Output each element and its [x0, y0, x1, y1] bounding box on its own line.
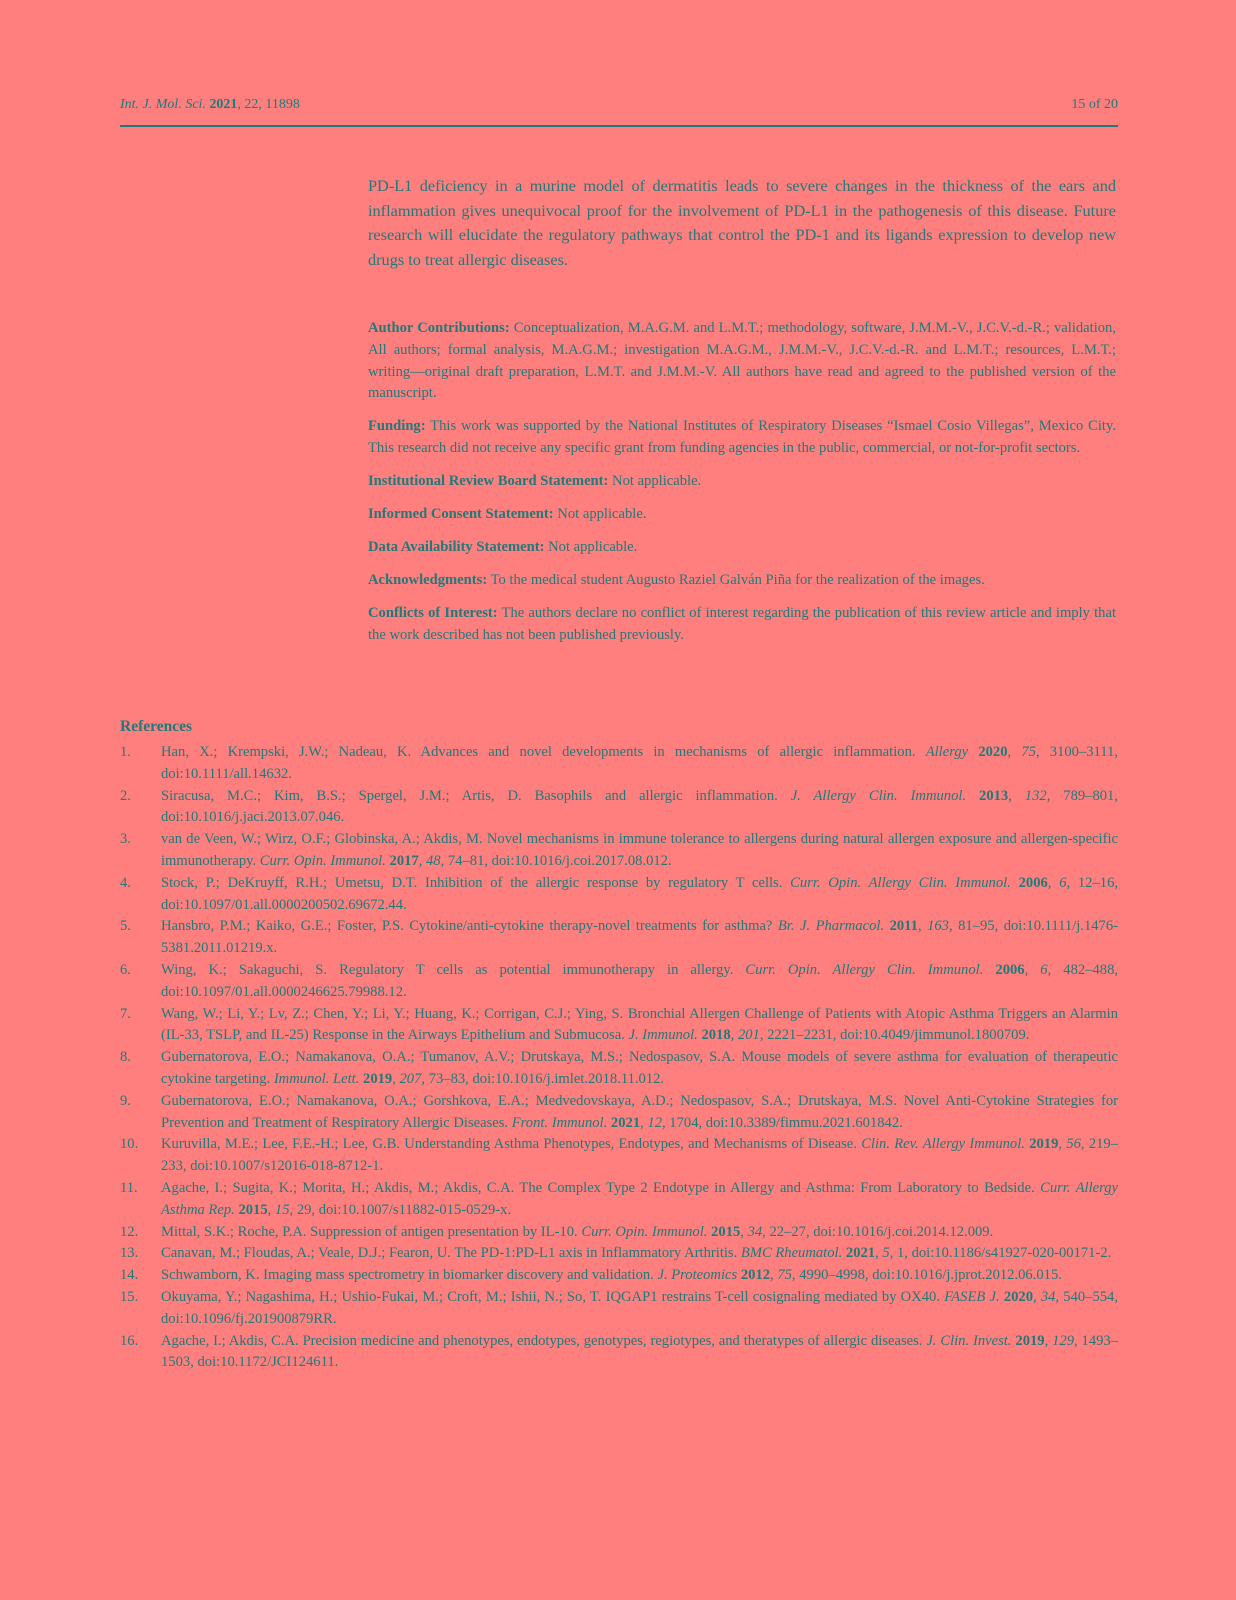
reference-year: 2006 [1018, 874, 1048, 891]
reference-journal: Curr. Opin. Allergy Clin. Immunol. [745, 961, 984, 978]
reference-number: 13. [120, 1245, 139, 1262]
reference-journal: Curr. Opin. Immunol. [259, 852, 386, 869]
reference-volume: 75 [1021, 744, 1036, 760]
reference-item: 8. Gubernatorova, E.O.; Namakanova, O.A.; Tumanov, A.V.; Drutskaya, M.S.; Nedospasov, S.A. Mouse models of severe asthma for evaluation of therapeutic cytokine targeting. Immunol. Lett. 2019, 207, 73–83, doi:10.1016/j.imlet.2018.11.012. [120, 1049, 1118, 1087]
statement-text: Conceptualization, M.A.G.M. and L.M.T.; methodology, software, J.M.M.-V., J.C.V.-d.-R.; validation, All authors; formal analysis, M.A.G.M.; investigation M.A.G.M., J.M.M.-V., J.C.V.-d.-R. and L.M.T.; resources, L.M.T.; writing—original draft preparation, L.M.T. and J.M.M.-V. All authors have read and agreed to the published version of the manuscript. [368, 320, 1116, 402]
reference-year: 2019 [1015, 1332, 1045, 1349]
statement-text: This work was supported by the National Institutes of Respiratory Diseases “Ismael Cosio Villegas”, Mexico City. This research did not receive any specific grant from funding agencies in the public, commercial, or not-for-profit sectors. [368, 418, 1116, 457]
reference-pages-doi: , 540–554, doi:10.1096/fj.201900879RR. [161, 1288, 1119, 1327]
reference-pages-doi: , 81–95, doi:10.1111/j.1476-5381.2011.01219.x. [161, 918, 1119, 957]
reference-pages-doi: , 74–81, doi:10.1016/j.coi.2017.08.012. [440, 852, 672, 869]
reference-item: 13. Canavan, M.; Floudas, A.; Veale, D.J.; Fearon, U. The PD-1:PD-L1 axis in Inflammatory Arthritis. BMC Rheumatol. 2021, 5, 1, doi:10.1186/s41927-020-00171-2. [120, 1243, 1118, 1265]
reference-volume: 75 [777, 1267, 792, 1284]
statement-text: Not applicable. [553, 506, 647, 523]
reference-journal: Curr. Opin. Immunol. [581, 1223, 708, 1240]
reference-year: 2021 [845, 1245, 876, 1262]
reference-authors-title: Kuruvilla, M.E.; Lee, F.E.-H.; Lee, G.B. Understanding Asthma Phenotypes, Endotypes, and Mechanisms of Disease. [161, 1136, 862, 1153]
reference-volume: 201 [737, 1027, 760, 1044]
reference-pages-doi: , 1704, doi:10.3389/fimmu.2021.601842. [662, 1114, 903, 1131]
body-text [368, 174, 1116, 272]
backmatter-statement [368, 318, 1116, 405]
reference-number: 14. [120, 1267, 139, 1284]
reference-journal: Clin. Rev. Allergy Immunol. [861, 1136, 1025, 1153]
reference-year: 2015 [238, 1201, 268, 1218]
backmatter-statement [368, 504, 1116, 526]
reference-item: 16. Agache, I.; Akdis, C.A. Precision medicine and phenotypes, endotypes, genotypes, regiotypes, and theratypes of allergic diseases. J. Clin. Invest. 2019, 129, 1493–1503, doi:10.1172/JCI124611. [120, 1332, 1119, 1371]
reference-pages-doi: , 3100–3111, doi:10.1111/all.14632. [161, 744, 1119, 782]
reference-item: 5. Hansbro, P.M.; Kaiko, G.E.; Foster, P.S. Cytokine/anti-cytokine therapy-novel treatments for asthma? Br. J. Pharmacol. 2011, 163, 81–95, doi:10.1111/j.1476-5381.2011.01219.x. [120, 918, 1119, 957]
reference-volume: 12 [647, 1114, 662, 1131]
reference-number: 16. [120, 1332, 139, 1349]
reference-number: 1. [120, 744, 131, 760]
journal-volume: , 22, 11898 [237, 97, 300, 112]
reference-authors-title: Agache, I.; Akdis, C.A. Precision medicine and phenotypes, endotypes, genotypes, regiotypes, and theratypes of allergic diseases. [161, 1332, 927, 1349]
reference-pages-doi: , 22–27, doi:10.1016/j.coi.2014.12.009. [762, 1223, 994, 1240]
reference-volume: 6 [1059, 874, 1067, 891]
reference-item: 3. van de Veen, W.; Wirz, O.F.; Globinska, A.; Akdis, M. Novel mechanisms in immune tolerance to allergens during natural allergen exposure and allergen-specific immunotherapy. Curr. Opin. Immunol. 2017, 48, 74–81, doi:10.1016/j.coi.2017.08.012. [120, 831, 1118, 869]
reference-year: 2021 [610, 1114, 641, 1131]
reference-number: 10. [120, 1136, 139, 1153]
references-list [120, 742, 1118, 1374]
reference-year: 2013 [979, 787, 1009, 804]
reference-pages-doi: , 2221–2231, doi:10.4049/jimmunol.1800709. [759, 1027, 1030, 1044]
reference-year: 2018 [701, 1027, 731, 1044]
reference-volume: 48 [426, 852, 441, 869]
statement-label: Conflicts of Interest: [368, 605, 498, 622]
reference-authors-title: Okuyama, Y.; Nagashima, H.; Ushio-Fukai, M.; Croft, M.; Ishii, N.; So, T. IQGAP1 restrains T-cell cosignaling mediated by OX40. [161, 1288, 945, 1305]
statement-label: Author Contributions: [368, 320, 510, 336]
reference-item: 1. Han, X.; Krempski, J.W.; Nadeau, K. Advances and novel developments in mechanisms of allergic inflammation. Allergy 2020, 75, 3100–3111, doi:10.1111/all.14632. [120, 744, 1119, 782]
reference-pages-doi: , 29, doi:10.1007/s11882-015-0529-x. [289, 1201, 512, 1218]
reference-item: 7. Wang, W.; Li, Y.; Lv, Z.; Chen, Y.; Li, Y.; Huang, K.; Corrigan, C.J.; Ying, S. Bronchial Allergen Challenge of Patients with Atopic Asthma Triggers an Alarmin (IL-33, TSLP, and IL-25) Response in the Airways Epithelium and Submucosa. J. Immunol. 2018, 201, 2221–2231, doi:10.4049/jimmunol.1800709. [120, 1005, 1118, 1044]
reference-year: 2012 [740, 1267, 771, 1284]
reference-item: 11. Agache, I.; Sugita, K.; Morita, H.; Akdis, M.; Akdis, C.A. The Complex Type 2 Endotype in Allergy and Asthma: From Laboratory to Bedside. Curr. Allergy Asthma Rep. 2015, 15, 29, doi:10.1007/s11882-015-0529-x. [120, 1179, 1119, 1218]
backmatter-statement [368, 471, 1116, 493]
reference-journal: J. Proteomics [657, 1267, 738, 1284]
back-matter [368, 318, 1116, 658]
reference-year: 2017 [389, 852, 419, 869]
reference-authors-title: Wang, W.; Li, Y.; Lv, Z.; Chen, Y.; Li, Y.; Huang, K.; Corrigan, C.J.; Ying, S. Bronchial Allergen Challenge of Patients with Atopic Asthma Triggers an Alarmin (IL-33, TSLP, and IL-25) Response in the Airways Epithelium and Submucosa. [161, 1005, 1118, 1044]
reference-journal: J. Clin. Invest. [926, 1332, 1012, 1349]
references-title: References [120, 718, 193, 735]
statement-text: Not applicable. [608, 473, 702, 490]
reference-volume: 207 [399, 1070, 422, 1087]
reference-pages-doi: , 1493–1503, doi:10.1172/JCI124611. [161, 1332, 1119, 1371]
references-section [120, 716, 1118, 1374]
reference-pages-doi: , 219–233, doi:10.1007/s12016-018-8712-1. [161, 1136, 1119, 1175]
reference-year: 2015 [711, 1223, 741, 1240]
reference-number: 9. [120, 1092, 131, 1109]
reference-journal: Curr. Opin. Allergy Clin. Immunol. [790, 874, 1011, 891]
reference-volume: 6 [1040, 961, 1048, 978]
reference-volume: 129 [1052, 1332, 1074, 1349]
reference-volume: 56 [1066, 1136, 1081, 1153]
conclusion-paragraph: PD-L1 deficiency in a murine model of dermatitis leads to severe changes in the thickness of the ears and inflammation gives unequivocal proof for the involvement of PD-L1 in the pathogenesis of this disease. Future research will elucidate the regulatory pathways that control the PD-1 and its ligands expression to develop new drugs to treat allergic diseases. [368, 176, 1116, 269]
reference-year: 2019 [1029, 1136, 1059, 1153]
reference-authors-title: Canavan, M.; Floudas, A.; Veale, D.J.; Fearon, U. The PD-1:PD-L1 axis in Inflammatory Arthritis. [161, 1245, 741, 1262]
reference-number: 15. [120, 1288, 139, 1305]
reference-authors-title: Wing, K.; Sakaguchi, S. Regulatory T cells as potential immunotherapy in allergy. [161, 961, 746, 978]
reference-item: 10. Kuruvilla, M.E.; Lee, F.E.-H.; Lee, G.B. Understanding Asthma Phenotypes, Endotypes, and Mechanisms of Disease. Clin. Rev. Allergy Immunol. 2019, 56, 219–233, doi:10.1007/s12016-018-8712-1. [120, 1136, 1119, 1175]
header-rule [120, 125, 1118, 127]
reference-item: 12. Mittal, S.K.; Roche, P.A. Suppression of antigen presentation by IL-10. Curr. Opin. Immunol. 2015, 34, 22–27, doi:10.1016/j.coi.2014.12.009. [120, 1222, 1118, 1244]
reference-pages-doi: , 789–801, doi:10.1016/j.jaci.2013.07.046. [161, 787, 1118, 826]
reference-authors-title: Siracusa, M.C.; Kim, B.S.; Spergel, J.M.; Artis, D. Basophils and allergic inflammation. [161, 787, 791, 804]
reference-pages-doi: , 482–488, doi:10.1097/01.all.0000246625.79988.12. [161, 961, 1119, 1000]
reference-pages-doi: , 1, doi:10.1186/s41927-020-00171-2. [889, 1245, 1112, 1262]
reference-journal: Allergy [925, 744, 969, 760]
reference-number: 2. [120, 787, 131, 804]
reference-number: 7. [120, 1005, 131, 1022]
journal-year: 2021 [209, 97, 238, 112]
reference-authors-title: Han, X.; Krempski, J.W.; Nadeau, K. Advances and novel developments in mechanisms of allergic inflammation. [161, 744, 926, 760]
reference-volume: 132 [1024, 787, 1047, 804]
statement-label: Funding: [368, 418, 426, 435]
statement-label: Data Availability Statement: [368, 539, 545, 556]
backmatter-statement [368, 603, 1116, 647]
reference-number: 12. [120, 1223, 139, 1240]
backmatter-statement [368, 570, 1116, 592]
reference-item: 9. Gubernatorova, E.O.; Namakanova, O.A.; Gorshkova, E.A.; Medvedovskaya, A.D.; Nedospasov, S.A.; Drutskaya, M.S. Novel Anti-Cytokine Strategies for Prevention and Treatment of Respiratory Allergic Diseases. Front. Immunol. 2021, 12, 1704, doi:10.3389/fimmu.2021.601842. [120, 1092, 1118, 1131]
reference-year: 2006 [995, 961, 1025, 978]
reference-year: 2019 [363, 1070, 393, 1087]
journal-name: Int. J. Mol. Sci. [120, 97, 206, 112]
reference-journal: Front. Immunol. [511, 1114, 608, 1131]
reference-year: 2020 [1003, 1288, 1033, 1305]
reference-authors-title: Hansbro, P.M.; Kaiko, G.E.; Foster, P.S. Cytokine/anti-cytokine therapy-novel treatments for asthma? [161, 918, 778, 935]
reference-authors-title: Stock, P.; DeKruyff, R.H.; Umetsu, D.T. Inhibition of the allergic response by regulatory T cells. [161, 874, 791, 891]
reference-volume: 163 [927, 918, 949, 935]
reference-journal: FASEB J. [944, 1288, 1000, 1305]
reference-item: 15. Okuyama, Y.; Nagashima, H.; Ushio-Fukai, M.; Croft, M.; Ishii, N.; So, T. IQGAP1 restrains T-cell cosignaling mediated by OX40. FASEB J. 2020, 34, 540–554, doi:10.1096/fj.201900879RR. [120, 1288, 1119, 1327]
statement-label: Informed Consent Statement: [368, 506, 554, 523]
reference-journal: Immunol. Lett. [273, 1070, 360, 1087]
reference-journal: J. Allergy Clin. Immunol. [790, 787, 967, 804]
reference-volume: 5 [882, 1245, 890, 1262]
reference-journal: BMC Rheumatol. [740, 1245, 843, 1262]
reference-year: 2020 [978, 744, 1008, 760]
statement-label: Acknowledgments: [368, 572, 488, 589]
statement-text: Not applicable. [544, 539, 638, 556]
reference-authors-title: Gubernatorova, E.O.; Namakanova, O.A.; Tumanov, A.V.; Drutskaya, M.S.; Nedospasov, S.A. Mouse models of severe asthma for evaluation of therapeutic cytokine targeting. [161, 1049, 1118, 1087]
reference-journal: Curr. Allergy Asthma Rep. [161, 1179, 1119, 1218]
reference-journal: Br. J. Pharmacol. [777, 918, 885, 935]
reference-number: 8. [120, 1049, 131, 1066]
reference-item: 6. Wing, K.; Sakaguchi, S. Regulatory T cells as potential immunotherapy in allergy. Curr. Opin. Allergy Clin. Immunol. 2006, 6, 482–488, doi:10.1097/01.all.0000246625.79988.12. [120, 961, 1119, 1000]
statement-text: The authors declare no conflict of interest regarding the publication of this review article and imply that the work described has not been published previously. [368, 605, 1117, 643]
journal-citation [120, 96, 300, 114]
reference-number: 6. [120, 961, 131, 978]
reference-number: 4. [120, 874, 131, 891]
reference-volume: 34 [747, 1223, 763, 1240]
reference-item: 14. Schwamborn, K. Imaging mass spectrometry in biomarker discovery and validation. J. Proteomics 2012, 75, 4990–4998, doi:10.1016/j.jprot.2012.06.015. [120, 1265, 1118, 1287]
reference-item: 2. Siracusa, M.C.; Kim, B.S.; Spergel, J.M.; Artis, D. Basophils and allergic inflammation. J. Allergy Clin. Immunol. 2013, 132, 789–801, doi:10.1016/j.jaci.2013.07.046. [120, 787, 1118, 826]
reference-item: 4. Stock, P.; DeKruyff, R.H.; Umetsu, D.T. Inhibition of the allergic response by regulatory T cells. Curr. Opin. Allergy Clin. Immunol. 2006, 6, 12–16, doi:10.1097/01.all.0000200502.69672.44. [120, 874, 1119, 913]
backmatter-statement [368, 537, 1116, 559]
reference-number: 11. [120, 1179, 138, 1196]
statement-text: To the medical student Augusto Raziel Galván Piña for the realization of the images. [487, 572, 985, 589]
reference-number: 3. [120, 831, 131, 848]
reference-journal: J. Immunol. [628, 1027, 698, 1044]
page-number: 15 of 20 [1071, 97, 1118, 112]
statement-label: Institutional Review Board Statement: [368, 473, 609, 490]
reference-authors-title: van de Veen, W.; Wirz, O.F.; Globinska, A.; Akdis, M. Novel mechanisms in immune tolerance to allergens during natural allergen exposure and allergen-specific immunotherapy. [161, 831, 1118, 869]
reference-authors-title: Agache, I.; Sugita, K.; Morita, H.; Akdis, M.; Akdis, C.A. The Complex Type 2 Endotype in Allergy and Asthma: From Laboratory to Bedside. [161, 1179, 1041, 1196]
reference-volume: 34 [1040, 1288, 1056, 1305]
reference-number: 5. [120, 918, 131, 935]
reference-year: 2011 [889, 918, 918, 935]
reference-authors-title: Gubernatorova, E.O.; Namakanova, O.A.; Gorshkova, E.A.; Medvedovskaya, A.D.; Nedospasov, S.A.; Drutskaya, M.S. Novel Anti-Cytokine Strategies for Prevention and Treatment of Respiratory Allergic Diseases. [161, 1092, 1118, 1131]
reference-pages-doi: , 4990–4998, doi:10.1016/j.jprot.2012.06.015. [791, 1267, 1062, 1284]
backmatter-statement [368, 416, 1116, 460]
reference-authors-title: Schwamborn, K. Imaging mass spectrometry in biomarker discovery and validation. [161, 1267, 658, 1284]
reference-authors-title: Mittal, S.K.; Roche, P.A. Suppression of antigen presentation by IL-10. [161, 1223, 582, 1240]
reference-pages-doi: , 12–16, doi:10.1097/01.all.0000200502.69672.44. [161, 874, 1119, 913]
reference-volume: 15 [274, 1201, 290, 1218]
reference-pages-doi: , 73–83, doi:10.1016/j.imlet.2018.11.012. [421, 1070, 665, 1087]
